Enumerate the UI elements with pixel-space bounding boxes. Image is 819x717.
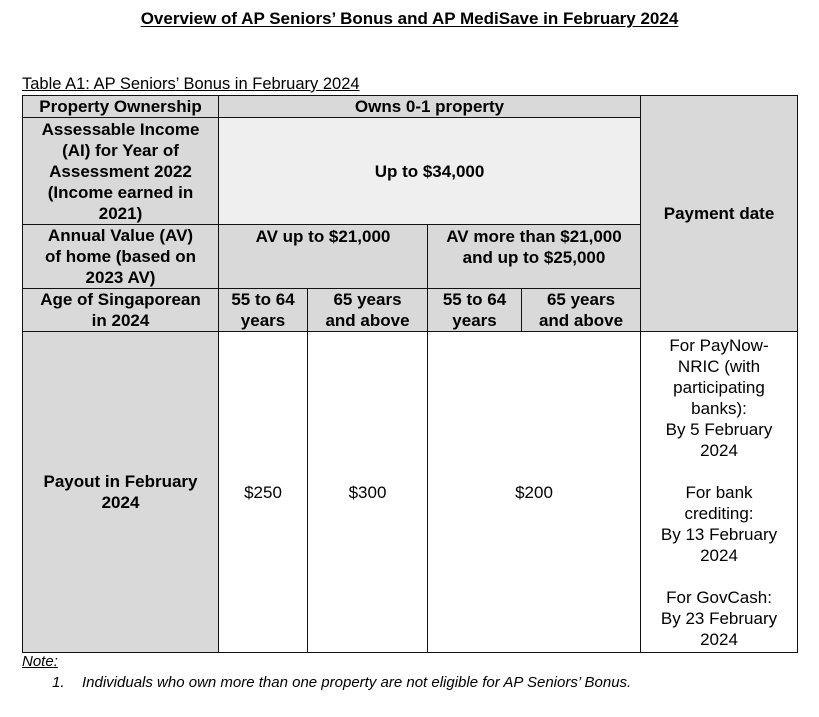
age-band-cell bbox=[219, 289, 308, 332]
age-band-cell bbox=[428, 289, 522, 332]
payment-spacer bbox=[645, 461, 793, 482]
payment-paynow-line: NRIC (with bbox=[677, 356, 761, 376]
av-high-band-line: AV more than $21,000 bbox=[446, 227, 622, 246]
property-ownership-value: Owns 0-1 property bbox=[219, 96, 641, 118]
payout-value-high-av: $200 bbox=[428, 332, 641, 653]
ap-seniors-bonus-table bbox=[22, 95, 798, 653]
payment-bank-line: By 13 February bbox=[660, 524, 778, 544]
assessable-income-label bbox=[23, 118, 219, 225]
payment-paynow-line: banks): bbox=[691, 398, 747, 418]
note-item-text: Individuals who own more than one property are not eligible for AP Seniors’ Bonus. bbox=[82, 674, 632, 691]
annual-value-label-line: Annual Value (AV) bbox=[47, 226, 194, 245]
annual-value-label bbox=[23, 225, 219, 289]
assessable-income-label-line: 2021) bbox=[98, 203, 143, 223]
annual-value-label-line: 2023 AV) bbox=[85, 268, 156, 287]
payout-value-55-64-low-av: $250 bbox=[219, 332, 308, 653]
age-band-line: 55 to 64 bbox=[442, 290, 507, 309]
assessable-income-value: Up to $34,000 bbox=[219, 118, 641, 225]
table-caption: Table A1: AP Seniors’ Bonus in February 2024 bbox=[22, 75, 360, 93]
payment-date-details bbox=[641, 332, 798, 653]
table-row-property bbox=[23, 96, 798, 118]
payment-paynow-line: By 5 February bbox=[665, 419, 773, 439]
note-colon: : bbox=[53, 653, 58, 670]
note-label bbox=[22, 653, 58, 670]
document-title: Overview of AP Seniors’ Bonus and AP MediSave in February 2024 bbox=[140, 9, 679, 28]
assessable-income-label-line: Assessment 2022 bbox=[49, 161, 192, 181]
payment-bank-line: crediting: bbox=[684, 503, 754, 523]
property-ownership-label: Property Ownership bbox=[23, 96, 219, 118]
age-band-line: and above bbox=[538, 311, 624, 330]
age-band-line: 55 to 64 bbox=[231, 290, 295, 309]
age-band-line: 65 years bbox=[333, 290, 402, 309]
assessable-income-label-line: (Income earned in bbox=[47, 182, 194, 202]
payout-label-line: 2024 bbox=[101, 493, 140, 512]
payment-paynow-line: For PayNow- bbox=[669, 335, 769, 355]
age-band-cell bbox=[308, 289, 428, 332]
note-label-text: Note bbox=[22, 653, 54, 670]
annual-value-label-line: of home (based on bbox=[44, 247, 197, 266]
payout-label bbox=[23, 332, 219, 653]
age-band-line: years bbox=[240, 311, 286, 330]
age-band-line: 65 years bbox=[546, 290, 616, 309]
payment-govcash-line: 2024 bbox=[700, 629, 738, 649]
payout-label-line: Payout in February bbox=[43, 472, 198, 491]
note-item bbox=[52, 674, 631, 691]
payment-bank-line: For bank bbox=[685, 482, 753, 502]
age-band-line: years bbox=[452, 311, 497, 330]
payment-paynow-line: 2024 bbox=[700, 440, 738, 460]
age-label-line: Age of Singaporean bbox=[40, 290, 201, 309]
table-row-payout bbox=[23, 332, 798, 653]
av-high-band-line: and up to $25,000 bbox=[462, 248, 606, 267]
age-label bbox=[23, 289, 219, 332]
payment-spacer bbox=[645, 566, 793, 587]
age-label-line: in 2024 bbox=[91, 311, 150, 330]
av-high-band bbox=[428, 225, 641, 289]
assessable-income-label-line: (AI) for Year of bbox=[62, 140, 179, 160]
payment-bank-line: 2024 bbox=[700, 545, 738, 565]
payment-paynow-line: participating bbox=[673, 377, 765, 397]
age-band-cell bbox=[522, 289, 641, 332]
payment-govcash-line: For GovCash: bbox=[666, 587, 772, 607]
av-low-band: AV up to $21,000 bbox=[219, 225, 428, 289]
assessable-income-label-line: Assessable Income bbox=[41, 119, 200, 139]
payout-value-65-above-low-av: $300 bbox=[308, 332, 428, 653]
payment-date-header: Payment date bbox=[641, 96, 798, 332]
payment-govcash-line: By 23 February bbox=[660, 608, 778, 628]
note-item-number: 1. bbox=[52, 674, 65, 691]
age-band-line: and above bbox=[325, 311, 410, 330]
